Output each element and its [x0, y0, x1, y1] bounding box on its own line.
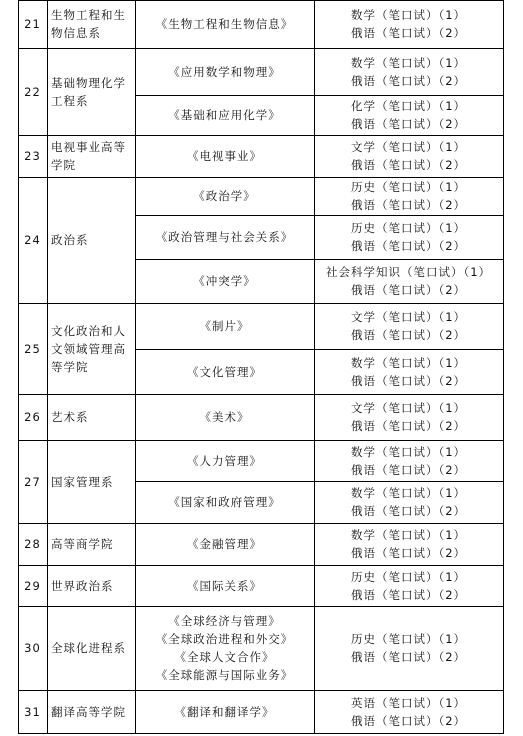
- row-number-text: 22: [24, 84, 41, 99]
- exam-line: 俄语（笔口试）（2）: [350, 283, 467, 297]
- department-line: 物信息系: [51, 26, 101, 40]
- department-cell: [47, 690, 135, 733]
- exam-line: 俄语（笔口试）（2）: [350, 462, 467, 477]
- row-number-text: 30: [24, 641, 41, 655]
- row-number-text: 26: [24, 410, 41, 424]
- exam-line: 文学（笔口试）（1）: [350, 310, 467, 324]
- exam-cell: [314, 606, 503, 690]
- row-divider: [18, 523, 504, 524]
- exam-line: 英语（笔口试）（1）: [350, 695, 467, 710]
- program-name: 《冲突学》: [193, 274, 256, 288]
- program-name: 《基础和应用化学》: [168, 108, 281, 122]
- exam-cell: [314, 349, 503, 394]
- row-number-text: 24: [24, 233, 41, 247]
- row-divider: [18, 565, 504, 566]
- exam-cell: [314, 523, 503, 565]
- exam-line: 历史（笔口试）（1）: [350, 221, 467, 235]
- row-divider: [18, 440, 504, 441]
- program-name: 《金融管理》: [187, 537, 262, 551]
- exam-line: 俄语（笔口试）（2）: [350, 26, 467, 40]
- row-number-text: 25: [24, 341, 41, 356]
- exam-cell: [314, 394, 503, 440]
- program-name: 《国家和政府管理》: [168, 495, 281, 509]
- row-divider: [18, 690, 504, 691]
- exam-line: 俄语（笔口试）（2）: [350, 158, 467, 172]
- sub-row-divider: [135, 215, 504, 216]
- department-line: 基础物理化学: [51, 75, 126, 90]
- program-name: 《政治管理与社会关系》: [155, 230, 294, 244]
- exam-line: 俄语（笔口试）（2）: [350, 587, 467, 602]
- exam-cell: [314, 215, 503, 259]
- program-name: 《电视事业》: [187, 149, 262, 163]
- column-divider: [135, 0, 136, 734]
- row-number-text: 21: [24, 17, 41, 31]
- program-name: 《人力管理》: [187, 453, 262, 468]
- exam-line: 化学（笔口试）（1）: [350, 99, 467, 113]
- row-number: [18, 394, 47, 440]
- program-cell: [135, 606, 314, 690]
- row-number: [18, 48, 47, 135]
- exam-cell: [314, 481, 503, 523]
- program-cell: [135, 0, 314, 48]
- column-divider: [18, 0, 19, 734]
- department-cell: [47, 523, 135, 565]
- sub-row-divider: [135, 259, 504, 260]
- program-cell: [135, 440, 314, 481]
- row-number-text: 23: [24, 149, 41, 163]
- program-name: 《全球经济与管理》: [168, 614, 281, 628]
- program-cell: [135, 48, 314, 95]
- exam-line: 俄语（笔口试）（2）: [350, 373, 467, 388]
- department-line: 电视事业高等: [51, 140, 126, 154]
- department-line: 等学院: [51, 359, 89, 374]
- exam-cell: [314, 440, 503, 481]
- row-number-text: 29: [24, 578, 41, 593]
- exam-line: 数学（笔口试）（1）: [350, 55, 467, 70]
- exam-line: 文学（笔口试）（1）: [350, 401, 467, 415]
- department-line: 世界政治系: [51, 578, 114, 593]
- program-cell: [135, 259, 314, 303]
- sub-row-divider: [135, 349, 504, 350]
- department-cell: [47, 48, 135, 135]
- row-number-text: 28: [24, 537, 41, 551]
- department-cell: [47, 394, 135, 440]
- exam-line: 俄语（笔口试）（2）: [350, 650, 467, 664]
- table-bottom-border: [18, 733, 504, 734]
- row-divider: [18, 303, 504, 304]
- exam-line: 历史（笔口试）（1）: [350, 632, 467, 646]
- department-cell: [47, 440, 135, 523]
- column-divider: [503, 0, 504, 734]
- sub-row-divider: [135, 95, 504, 96]
- exam-line: 数学（笔口试）（1）: [350, 8, 467, 22]
- program-cell: [135, 215, 314, 259]
- exam-line: 数学（笔口试）（1）: [350, 444, 467, 459]
- program-cell: [135, 394, 314, 440]
- program-name: 《全球人文合作》: [174, 650, 275, 664]
- program-name: 《全球政治进程和外交》: [155, 632, 294, 646]
- row-divider: [18, 394, 504, 395]
- program-name: 《国际关系》: [187, 578, 262, 593]
- row-number: [18, 523, 47, 565]
- exam-line: 数学（笔口试）（1）: [350, 528, 467, 542]
- exam-line: 俄语（笔口试）（2）: [350, 713, 467, 728]
- exam-line: 数学（笔口试）（1）: [350, 486, 467, 500]
- exam-line: 俄语（笔口试）（2）: [350, 239, 467, 253]
- column-divider: [47, 0, 48, 734]
- row-number: [18, 303, 47, 394]
- department-cell: [47, 177, 135, 303]
- program-cell: [135, 349, 314, 394]
- exam-line: 历史（笔口试）（1）: [350, 180, 467, 194]
- exam-cell: [314, 177, 503, 215]
- row-number-text: 31: [24, 704, 41, 719]
- department-line: 工程系: [51, 93, 89, 108]
- sub-row-divider: [135, 481, 504, 482]
- exam-line: 俄语（笔口试）（2）: [350, 117, 467, 131]
- department-line: 学院: [51, 158, 76, 172]
- department-cell: [47, 565, 135, 606]
- row-number: [18, 565, 47, 606]
- exam-cell: [314, 690, 503, 733]
- exam-line: 俄语（笔口试）（2）: [350, 73, 467, 88]
- department-line: 文领域管理高: [51, 341, 126, 356]
- department-line: 国家管理系: [51, 474, 114, 489]
- program-cell: [135, 690, 314, 733]
- program-name: 《美术》: [199, 410, 250, 424]
- exam-line: 俄语（笔口试）（2）: [350, 328, 467, 342]
- program-name: 《全球能源与国际业务》: [155, 668, 294, 682]
- program-cell: [135, 303, 314, 349]
- department-line: 全球化进程系: [51, 641, 126, 655]
- program-cell: [135, 481, 314, 523]
- exam-cell: [314, 259, 503, 303]
- row-number: [18, 440, 47, 523]
- department-cell: [47, 606, 135, 690]
- exam-line: 俄语（笔口试）（2）: [350, 546, 467, 560]
- program-cell: [135, 95, 314, 135]
- exam-cell: [314, 48, 503, 95]
- exam-cell: [314, 95, 503, 135]
- exam-line: 俄语（笔口试）（2）: [350, 504, 467, 518]
- department-cell: [47, 0, 135, 48]
- exam-line: 数学（笔口试）（1）: [350, 355, 467, 370]
- exam-line: 俄语（笔口试）（2）: [350, 419, 467, 433]
- exam-line: 历史（笔口试）（1）: [350, 569, 467, 584]
- department-line: 文化政治和人: [51, 323, 126, 338]
- exam-cell: [314, 303, 503, 349]
- department-line: 高等商学院: [51, 537, 114, 551]
- exam-line: 社会科学知识（笔口试）（1）: [325, 265, 492, 279]
- row-divider: [18, 48, 504, 49]
- exam-cell: [314, 0, 503, 48]
- exam-cell: [314, 135, 503, 177]
- department-line: 生物工程和生: [51, 8, 126, 22]
- program-cell: [135, 177, 314, 215]
- program-name: 《翻译和翻译学》: [174, 704, 275, 719]
- row-number: [18, 690, 47, 733]
- row-divider: [18, 177, 504, 178]
- program-cell: [135, 565, 314, 606]
- program-name: 《政治学》: [193, 189, 256, 203]
- department-cell: [47, 135, 135, 177]
- department-line: 艺术系: [51, 410, 89, 424]
- row-divider: [18, 0, 504, 1]
- department-line: 政治系: [51, 233, 89, 247]
- program-name: 《生物工程和生物信息》: [155, 17, 294, 31]
- program-cell: [135, 135, 314, 177]
- exam-line: 俄语（笔口试）（2）: [350, 198, 467, 212]
- exam-line: 文学（笔口试）（1）: [350, 140, 467, 154]
- column-divider: [314, 0, 315, 734]
- program-name: 《应用数学和物理》: [168, 64, 281, 79]
- department-line: 翻译高等学院: [51, 704, 126, 719]
- program-cell: [135, 523, 314, 565]
- row-number: [18, 177, 47, 303]
- exam-cell: [314, 565, 503, 606]
- row-number: [18, 606, 47, 690]
- program-name: 《制片》: [199, 319, 250, 333]
- row-number-text: 27: [24, 474, 41, 489]
- row-number: [18, 0, 47, 48]
- row-divider: [18, 606, 504, 607]
- row-number: [18, 135, 47, 177]
- program-name: 《文化管理》: [187, 364, 262, 379]
- row-divider: [18, 135, 504, 136]
- department-cell: [47, 303, 135, 394]
